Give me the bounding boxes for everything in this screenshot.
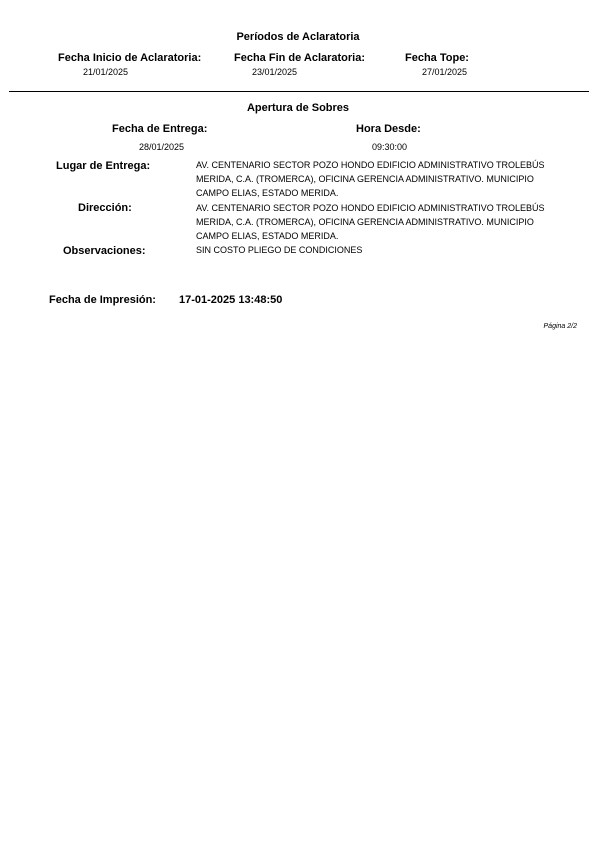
fecha-impresion-label: Fecha de Impresión: xyxy=(49,294,156,306)
fecha-inicio-value: 21/01/2025 xyxy=(83,67,129,77)
fecha-fin-value: 23/01/2025 xyxy=(252,67,298,77)
direccion-value: AV. CENTENARIO SECTOR POZO HONDO EDIFICIO ADMINISTRATIVO TROLEBÚS MERIDA, C.A. (TROMERCA), OFICINA GERENCIA ADMINISTRATIVO. MUNICIPIO CAMPO ELIAS, ESTADO MERIDA. xyxy=(196,203,545,241)
apertura-title: Apertura de Sobres xyxy=(246,102,350,114)
fecha-fin-label: Fecha Fin de Aclaratoria: xyxy=(234,52,366,64)
hora-desde-value: 09:30:00 xyxy=(372,142,408,152)
observaciones-label: Observaciones: xyxy=(63,245,146,257)
fecha-entrega-value: 28/01/2025 xyxy=(139,142,185,152)
fecha-tope-value: 27/01/2025 xyxy=(422,67,468,77)
fecha-tope-label: Fecha Tope: xyxy=(405,52,469,64)
direccion-label: Dirección: xyxy=(78,202,132,214)
observaciones-value: SIN COSTO PLIEGO DE CONDICIONES xyxy=(196,245,363,255)
lugar-entrega-label: Lugar de Entrega: xyxy=(56,160,151,172)
fecha-inicio-label: Fecha Inicio de Aclaratoria: xyxy=(58,52,202,64)
fecha-entrega-label: Fecha de Entrega: xyxy=(112,123,208,135)
lugar-entrega-value: AV. CENTENARIO SECTOR POZO HONDO EDIFICIO ADMINISTRATIVO TROLEBÚS MERIDA, C.A. (TROMERCA), OFICINA GERENCIA ADMINISTRATIVO. MUNICIPIO CAMPO ELIAS, ESTADO MERIDA. xyxy=(196,160,545,198)
aclaratoria-title: Períodos de Aclaratoria xyxy=(236,31,360,43)
page-number: Página 2/2 xyxy=(543,323,577,330)
fecha-impresion-value: 17-01-2025 13:48:50 xyxy=(179,294,283,306)
hora-desde-label: Hora Desde: xyxy=(356,123,421,135)
section-divider xyxy=(9,91,589,92)
